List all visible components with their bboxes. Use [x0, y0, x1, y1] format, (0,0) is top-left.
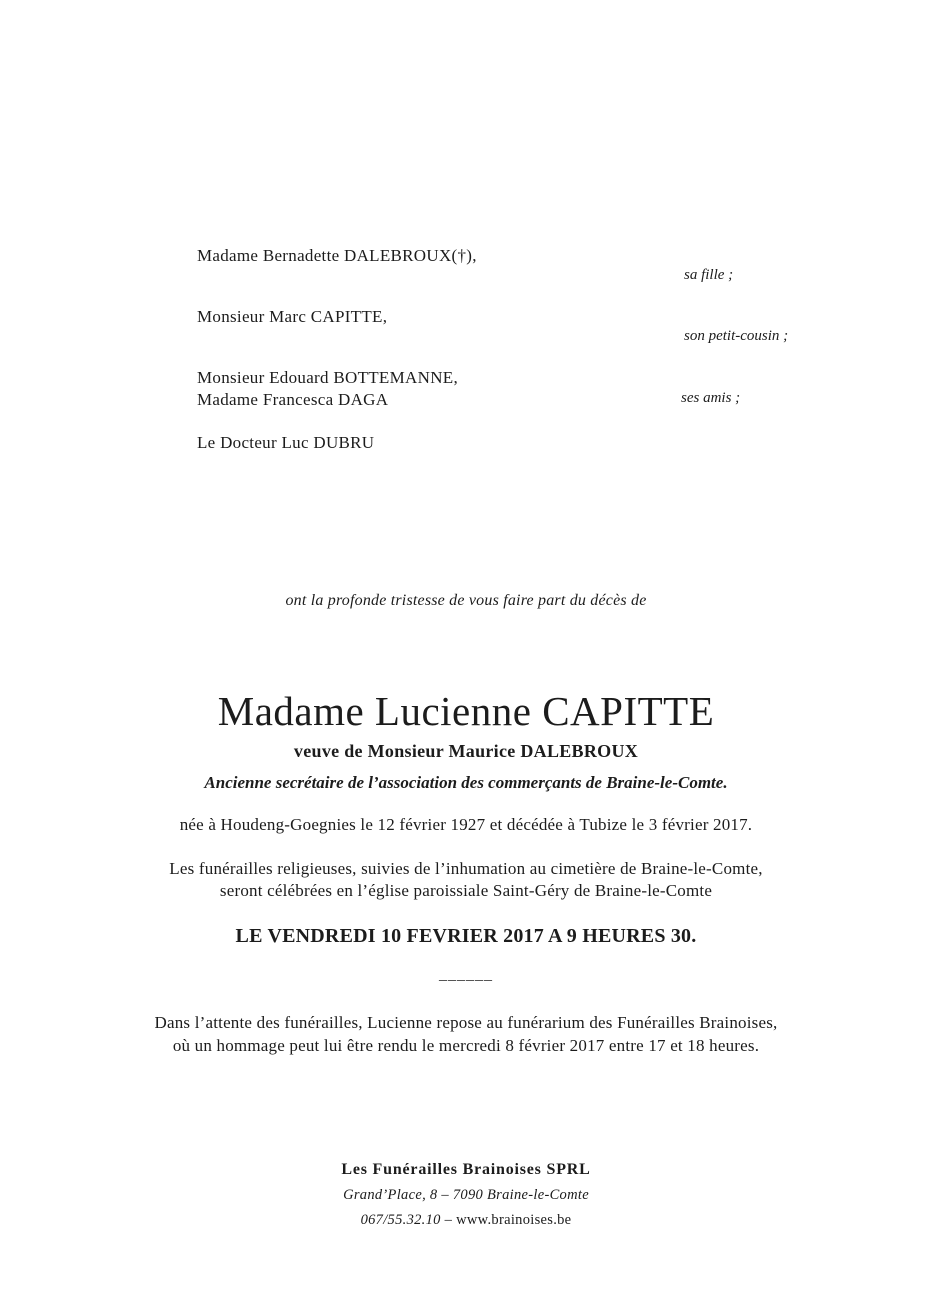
mourner-name-edouard-bottemanne: Monsieur Edouard BOTTEMANNE, — [197, 368, 459, 387]
funeral-home-website: www.brainoises.be — [456, 1212, 572, 1228]
deceased-widow-line: veuve de Monsieur Maurice DALEBROUX — [293, 741, 639, 761]
visitation-info-line1: Dans l’attente des funérailles, Lucienne repose au funérarium des Funérailles Brainoises, — [154, 1013, 778, 1032]
section-divider: ______ — [439, 966, 493, 983]
mourner-name-marc-capitte: Monsieur Marc CAPITTE, — [197, 307, 388, 326]
mourner-name-bernadette-dalebroux: Madame Bernadette DALEBROUX(†), — [197, 246, 477, 265]
funeral-home-address: Grand’Place, 8 – 7090 Braine-le-Comte — [343, 1187, 589, 1203]
funeral-home-contact-line — [0, 1212, 932, 1229]
mourner-name-luc-dubru: Le Docteur Luc DUBRU — [197, 433, 375, 452]
deceased-life-dates-line: née à Houdeng-Goegnies le 12 février 1927 et décédée à Tubize le 3 février 2017. — [179, 815, 753, 834]
funeral-home-phone: 067/55.32.10 – — [360, 1212, 453, 1228]
announcement-intro-line: ont la profonde tristesse de vous faire part du décès de — [285, 592, 647, 609]
funeral-home-name: Les Funérailles Brainoises SPRL — [341, 1161, 591, 1178]
funeral-datetime-line: LE VENDREDI 10 FEVRIER 2017 A 9 HEURES 30. — [235, 925, 697, 947]
mourner-relation-cousin: son petit-cousin ; — [684, 328, 789, 344]
mourner-relation-daughter: sa fille ; — [684, 267, 734, 283]
funeral-info-line2: seront célébrées en l’église paroissiale Saint-Géry de Braine-le-Comte — [219, 881, 713, 900]
visitation-info-line2: où un hommage peut lui être rendu le mercredi 8 février 2017 entre 17 et 18 heures. — [172, 1036, 760, 1055]
mourner-relation-friends: ses amis ; — [681, 390, 741, 406]
mourner-name-francesca-daga: Madame Francesca DAGA — [197, 390, 389, 409]
deceased-occupation-line: Ancienne secrétaire de l’association des commerçants de Braine-le-Comte. — [204, 773, 728, 792]
deceased-name-title: Madame Lucienne CAPITTE — [217, 688, 715, 734]
funeral-info-line1: Les funérailles religieuses, suivies de l’inhumation au cimetière de Braine-le-Comte, — [169, 859, 763, 878]
